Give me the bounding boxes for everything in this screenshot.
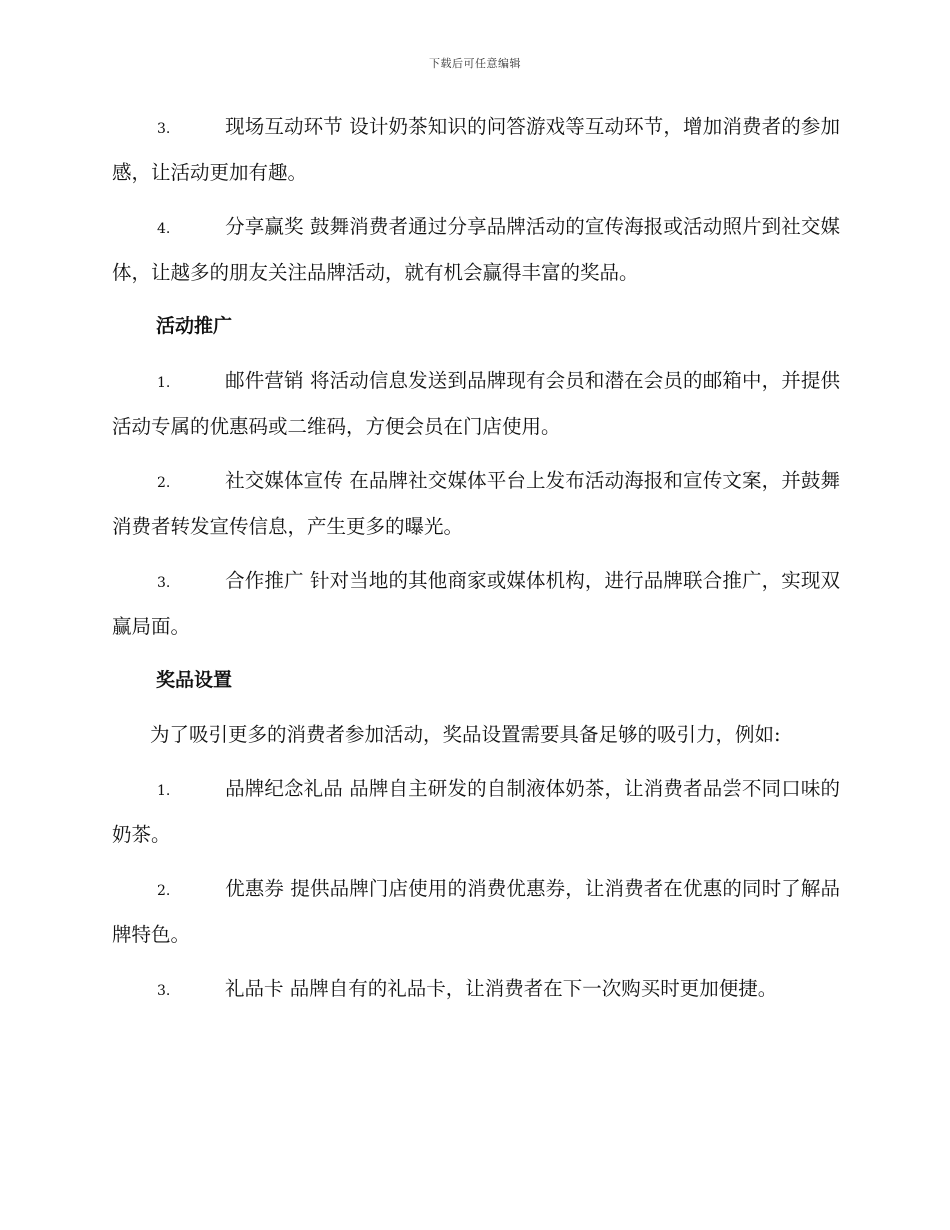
list-item bbox=[112, 559, 840, 648]
document-body bbox=[112, 105, 840, 1024]
header-note: 下载后可任意编辑 bbox=[429, 57, 521, 70]
list-text: 品牌纪念礼品 品牌自主研发的自制液体奶茶，让消费者品尝不同口味的奶茶。 bbox=[112, 777, 840, 846]
section-heading-promotion: 活动推广 bbox=[156, 315, 233, 337]
list-text: 优惠券 提供品牌门店使用的消费优惠券，让消费者在优惠的同时了解品牌特色。 bbox=[112, 877, 840, 946]
section-heading-prizes: 奖品设置 bbox=[156, 669, 233, 691]
list-item bbox=[112, 767, 840, 856]
list-number: 1. bbox=[157, 375, 171, 391]
list-text: 礼品卡 品牌自有的礼品卡，让消费者在下一次购买时更加便捷。 bbox=[225, 977, 778, 1000]
list-item bbox=[112, 205, 840, 294]
list-text: 社交媒体宣传 在品牌社交媒体平台上发布活动海报和宣传文案，并鼓舞消费者转发宣传信息，产生更多的曝光。 bbox=[112, 469, 840, 538]
list-item bbox=[112, 967, 840, 1013]
list-item bbox=[112, 867, 840, 956]
list-number: 4. bbox=[157, 221, 171, 237]
list-text: 合作推广 针对当地的其他商家或媒体机构，进行品牌联合推广，实现双赢局面。 bbox=[112, 569, 840, 638]
list-item bbox=[112, 359, 840, 448]
list-item bbox=[112, 105, 840, 194]
list-text: 邮件营销 将活动信息发送到品牌现有会员和潜在会员的邮箱中，并提供活动专属的优惠码或二维码，方便会员在门店使用。 bbox=[112, 369, 840, 438]
list-number: 2. bbox=[157, 475, 171, 491]
list-text: 现场互动环节 设计奶茶知识的问答游戏等互动环节，增加消费者的参加感，让活动更加有趣。 bbox=[112, 115, 840, 184]
list-item bbox=[112, 459, 840, 548]
list-number: 3. bbox=[157, 575, 171, 591]
list-number: 3. bbox=[157, 121, 171, 137]
list-number: 1. bbox=[157, 783, 171, 799]
list-text: 分享赢奖 鼓舞消费者通过分享品牌活动的宣传海报或活动照片到社交媒体，让越多的朋友关注品牌活动，就有机会赢得丰富的奖品。 bbox=[112, 215, 840, 284]
paragraph: 为了吸引更多的消费者参加活动，奖品设置需要具备足够的吸引力，例如: bbox=[150, 723, 781, 746]
list-number: 3. bbox=[157, 983, 171, 999]
list-number: 2. bbox=[157, 883, 171, 899]
